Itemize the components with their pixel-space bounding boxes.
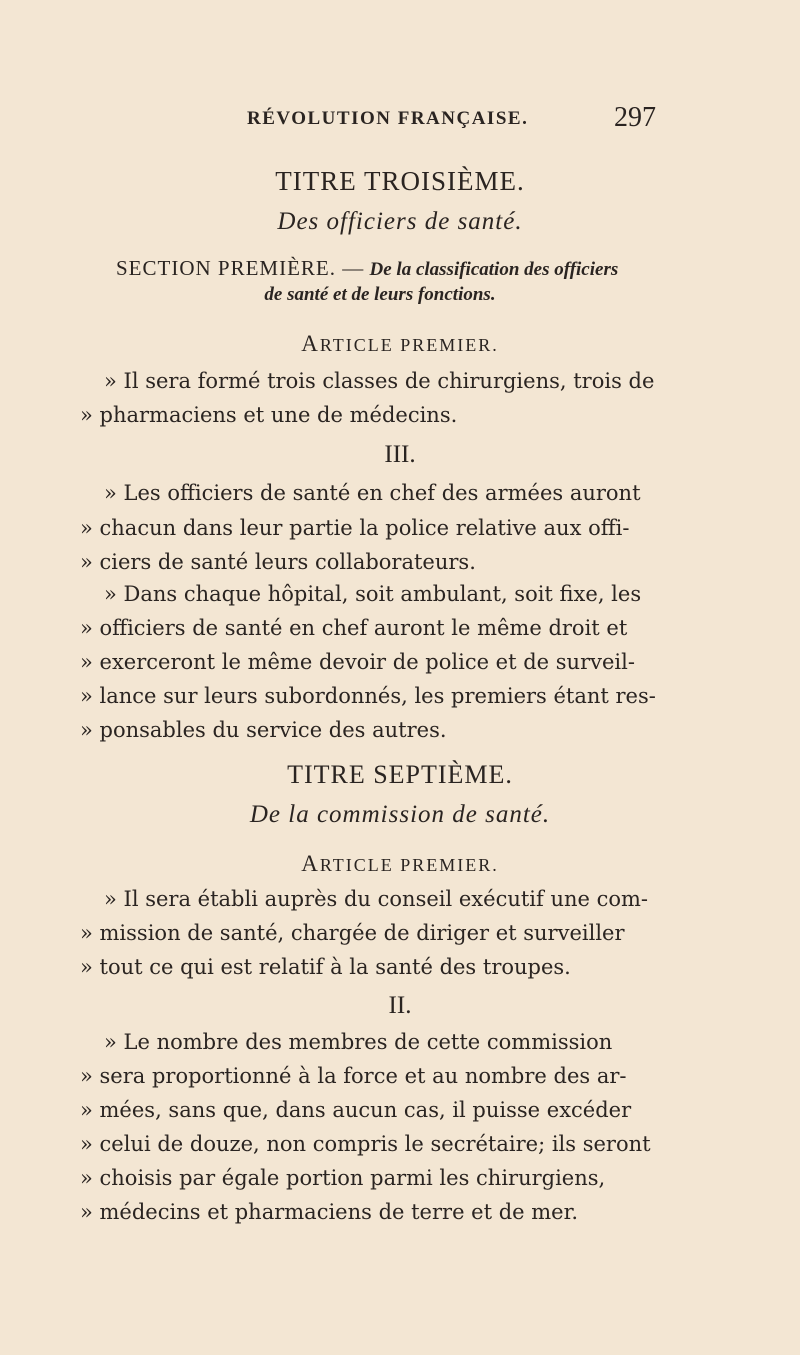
text-line: » ponsables du service des autres.: [80, 718, 447, 742]
running-head: [0, 102, 800, 138]
text-line: » médecins et pharmaciens de terre et de mer.: [80, 1200, 579, 1224]
page-number: 297: [614, 102, 656, 133]
text-line: » lance sur leurs subordonnés, les premiers étant res-: [80, 684, 656, 708]
running-title: RÉVOLUTION FRANÇAISE.: [247, 108, 529, 129]
text-line: » Le nombre des membres de cette commission: [104, 1030, 613, 1054]
article-initial: A: [301, 851, 320, 876]
section-label: SECTION PREMIÈRE. —: [116, 256, 365, 280]
text-line: » sera proportionné à la force et au nombre des ar-: [80, 1064, 627, 1088]
text-line: » pharmaciens et une de médecins.: [80, 403, 458, 427]
section-title-line-2: de santé et de leurs fonctions.: [264, 284, 496, 305]
text-line: » mission de santé, chargée de diriger et surveiller: [80, 921, 625, 945]
article-numeral-iii: III.: [384, 441, 416, 468]
text-line: » Il sera établi auprès du conseil exécutif une com-: [104, 887, 649, 911]
section-title-line-1: De la classification des officiers: [369, 259, 619, 280]
article-numeral-ii: II.: [388, 992, 412, 1019]
titre-troisieme-heading: TITRE TROISIÈME.: [275, 166, 525, 196]
article-heading-rest: RTICLE PREMIER.: [319, 335, 499, 355]
text-line: » Les officiers de santé en chef des armées auront: [104, 481, 641, 505]
article-heading-rest: RTICLE PREMIER.: [319, 855, 499, 875]
titre-troisieme-subtitle: Des officiers de santé.: [277, 208, 523, 235]
text-line: » Dans chaque hôpital, soit ambulant, soit fixe, les: [104, 582, 642, 606]
article-premier-heading: [0, 331, 800, 357]
text-line: » celui de douze, non compris le secrétaire; ils seront: [80, 1132, 651, 1156]
titre-septieme-heading: TITRE SEPTIÈME.: [287, 760, 513, 789]
text-line: » choisis par égale portion parmi les chirurgiens,: [80, 1166, 606, 1190]
text-line: » officiers de santé en chef auront le même droit et: [80, 616, 628, 640]
text-line: » mées, sans que, dans aucun cas, il puisse excéder: [80, 1098, 632, 1122]
titre-septieme-subtitle: De la commission de santé.: [249, 801, 551, 828]
text-line: » Il sera formé trois classes de chirurgiens, trois de: [104, 369, 655, 393]
text-line: » chacun dans leur partie la police relative aux offi-: [80, 516, 630, 540]
article-initial: A: [301, 331, 320, 356]
section-premiere-heading: [116, 256, 618, 281]
text-line: » exerceront le même devoir de police et de surveil-: [80, 650, 635, 674]
article-premier-heading: [0, 851, 800, 877]
text-line: » tout ce qui est relatif à la santé des troupes.: [80, 955, 571, 979]
text-line: » ciers de santé leurs collaborateurs.: [80, 550, 476, 574]
